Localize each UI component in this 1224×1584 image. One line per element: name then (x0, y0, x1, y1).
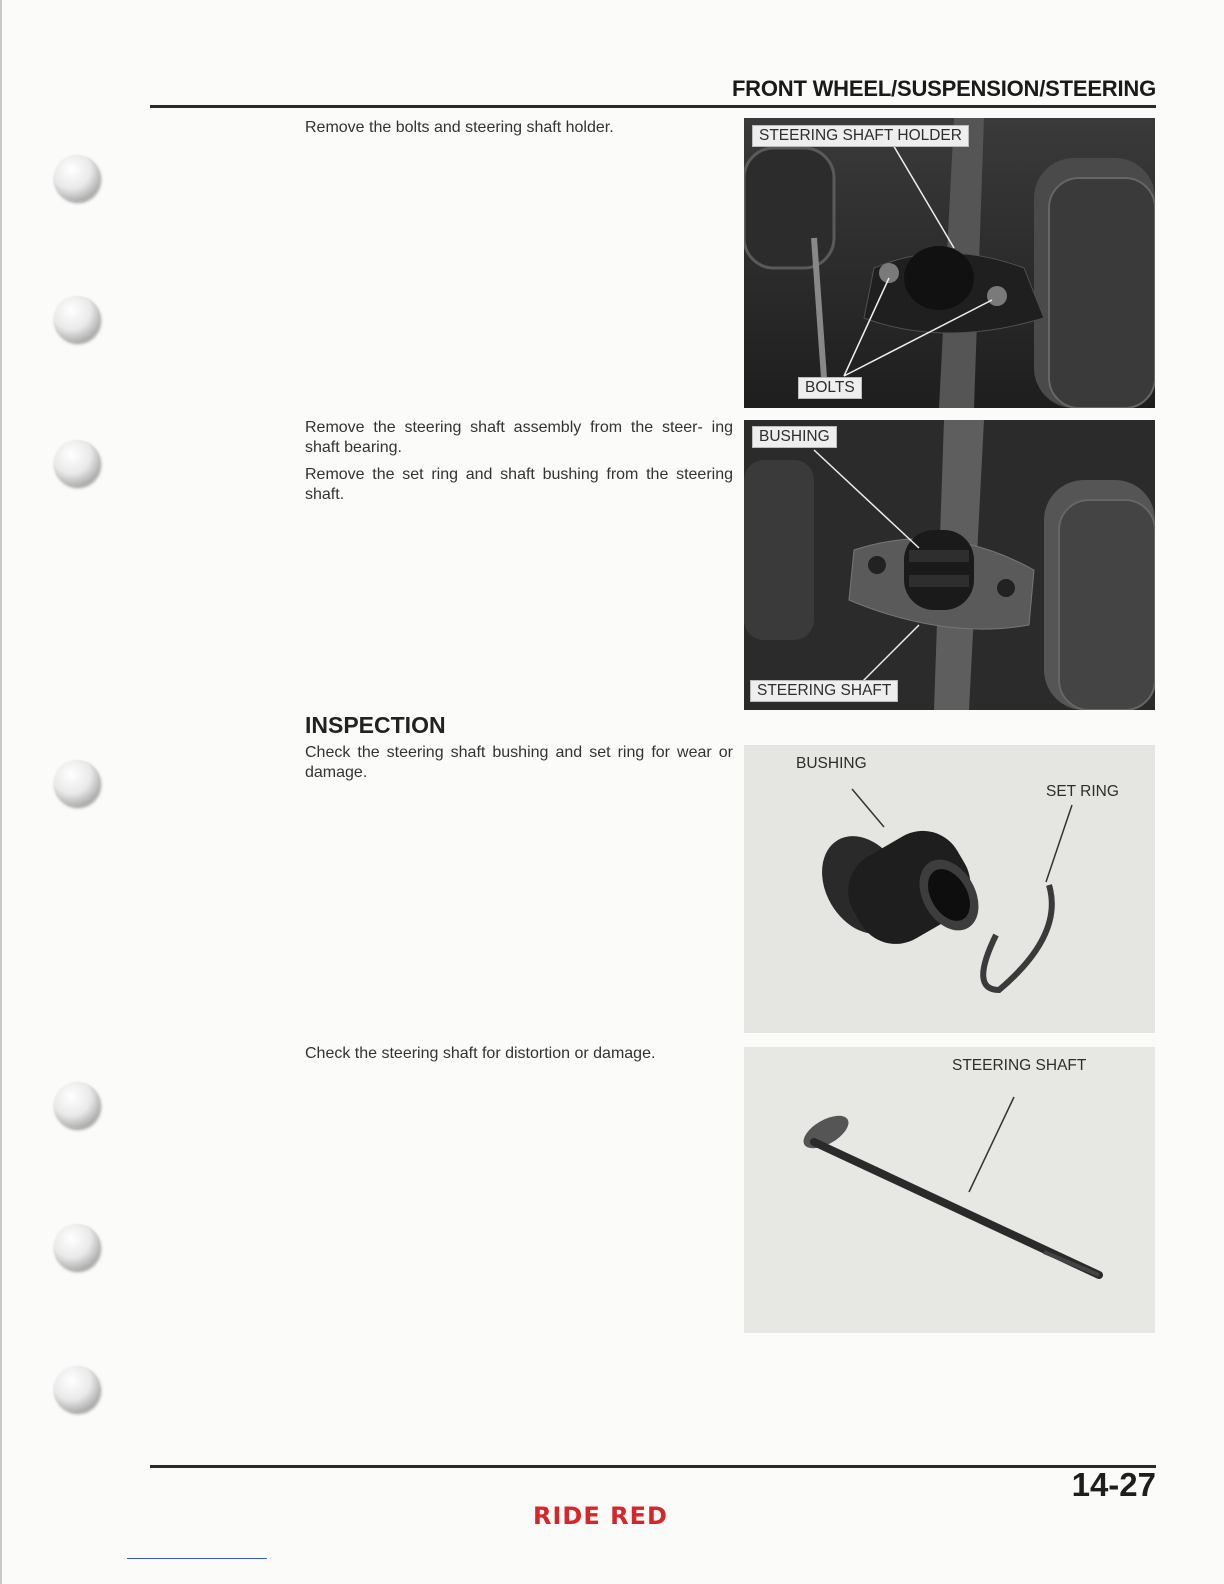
figure-bushing-set-ring (744, 745, 1155, 1033)
binder-hole (54, 1224, 100, 1270)
binder-hole (54, 1082, 100, 1128)
section-title: FRONT WHEEL/SUSPENSION/STEERING (731, 76, 1156, 101)
label-steering-shaft-holder: STEERING SHAFT HOLDER (752, 125, 969, 147)
label-set-ring: SET RING (1046, 783, 1119, 800)
footer-rule (150, 1465, 1156, 1468)
inspection-bushing-text: Check the steering shaft bushing and set ring for wear or damage. (305, 744, 733, 781)
label-bolts: BOLTS (798, 377, 862, 399)
binder-hole (54, 296, 100, 342)
label-bushing: BUSHING (752, 426, 837, 448)
label-bushing: BUSHING (796, 755, 867, 772)
figure-steering-shaft (744, 1047, 1155, 1333)
page-number: 14-27 (1071, 1466, 1156, 1503)
footer-link-underline (127, 1558, 267, 1559)
header-rule (150, 105, 1156, 108)
ride-red-logo: RIDE RED (533, 1502, 668, 1530)
label-steering-shaft: STEERING SHAFT (750, 680, 898, 702)
binder-hole (54, 440, 100, 486)
binder-hole (54, 1366, 100, 1412)
inspection-heading: INSPECTION (305, 712, 446, 738)
figure-steering-shaft-holder (744, 118, 1155, 408)
binder-hole (54, 760, 100, 806)
binder-hole (54, 155, 100, 201)
label-steering-shaft: STEERING SHAFT (952, 1057, 1087, 1074)
step-remove-assembly: Remove the steering shaft assembly from the steer- ing shaft bearing. (305, 419, 733, 456)
step-remove-set-ring: Remove the set ring and shaft bushing from the steering shaft. (305, 466, 733, 503)
inspection-shaft-text: Check the steering shaft for distortion or damage. (305, 1045, 656, 1062)
figure-bushing-removal (744, 420, 1155, 710)
page-edge (0, 0, 2, 1584)
step-remove-holder: Remove the bolts and steering shaft holder. (305, 119, 614, 136)
